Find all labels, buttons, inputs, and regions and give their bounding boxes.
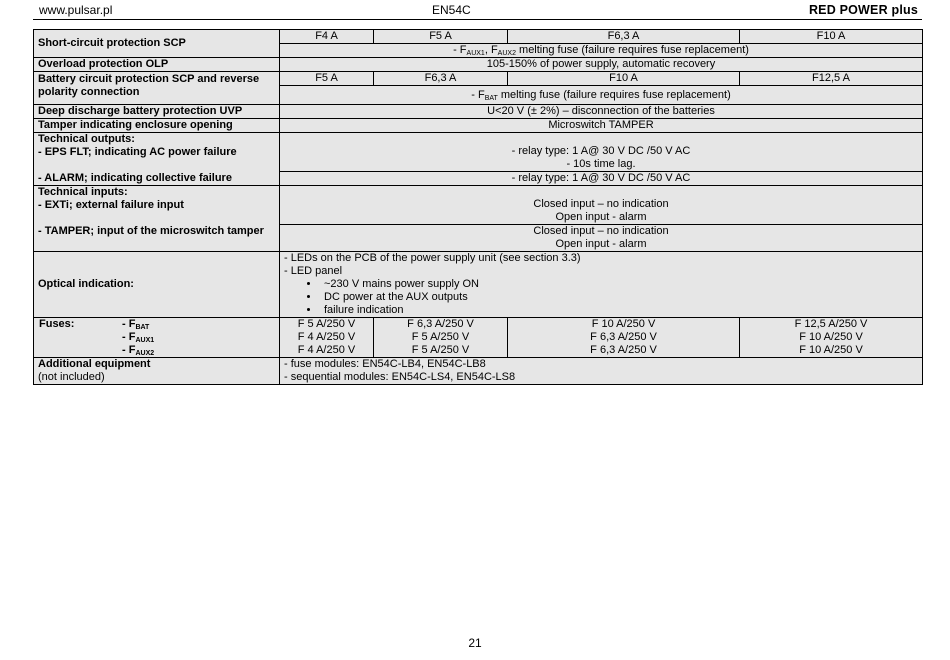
tech-inputs-tamper-label: - TAMPER; input of the microswitch tamper [38, 225, 264, 237]
fuse-aux2-label: - $F_{AUX2}$ [122, 344, 155, 357]
scp-value-4: F10 A [740, 30, 923, 44]
fuse-value: F 5 A/250 V [297, 318, 356, 330]
battery-value-2: F6,3 A [374, 72, 508, 86]
scp-note-sub1: AUX1 [466, 50, 485, 57]
additional-row [34, 358, 923, 385]
optical-bullet-item: • DC power at the AUX outputs [320, 291, 918, 304]
battery-value-3: F10 A [508, 72, 740, 86]
tamper-row [34, 119, 923, 133]
tech-outputs-title: Technical outputs: [38, 133, 135, 145]
fuse-value: F 6,3 A/250 V [407, 318, 474, 330]
exti-line2: Open input - alarm [555, 211, 647, 223]
optical-label: Optical indication: [34, 252, 280, 318]
tech-inputs-exti-label: - EXTi; external failure input [38, 199, 184, 211]
fuse-value: F 6,3 A/250 V [590, 344, 657, 356]
eps-relay-line1: - relay type: 1 A@ 30 V DC /50 V AC [511, 145, 691, 157]
optical-line2: - LED panel [284, 265, 343, 277]
fuses-row [34, 318, 923, 358]
battery-label: Battery circuit protection SCP and reverse polarity connection [34, 72, 280, 105]
header-model: EN54C [432, 3, 471, 17]
fuse-value: F 10 A/250 V [799, 331, 863, 343]
tech-outputs-label [34, 133, 280, 186]
fuse-value: F 10 A/250 V [799, 344, 863, 356]
optical-bullet-list [284, 278, 918, 317]
additional-label: Additional equipment [38, 358, 151, 370]
uvp-row [34, 105, 923, 119]
fuse-aux1-label: - $F_{AUX1}$ [122, 331, 155, 344]
uvp-value: U<20 V (± 2%) – disconnection of the batteries [280, 105, 923, 119]
header-series: RED POWER plus [808, 3, 918, 17]
optical-bullet-item: • failure indication [320, 304, 918, 317]
fuse-value: F 6,3 A/250 V [590, 331, 657, 343]
optical-row [34, 252, 923, 318]
eps-relay-line2: - 10s time lag. [566, 158, 636, 170]
fuse-value: F 5 A/250 V [411, 331, 470, 343]
tech-outputs-alarm-label: - ALARM; indicating collective failure [38, 172, 232, 184]
optical-cell [280, 252, 923, 318]
uvp-label: Deep discharge battery protection UVP [34, 105, 280, 119]
scp-value-2: F5 A [374, 30, 508, 44]
optical-line1: - LEDs on the PCB of the power supply unit (see section 3.3) [284, 252, 581, 264]
header-divider [33, 19, 922, 20]
scp-note [280, 44, 923, 58]
eps-relay-cell [280, 133, 923, 172]
optical-bullet-item: • ~230 V mains power supply ON [320, 278, 918, 291]
fuses-column-4 [740, 318, 923, 358]
tamper-input-line2: Open input - alarm [555, 238, 647, 250]
fuse-bat-label: - $F_{BAT}$ [122, 318, 150, 331]
fuses-label: Fuses: [39, 318, 75, 330]
page-number: 21 [468, 636, 482, 650]
scp-row [34, 30, 923, 44]
fuse-value: F 4 A/250 V [297, 344, 356, 356]
scp-note-mid: , F [484, 44, 498, 56]
fuse-value: F 10 A/250 V [591, 318, 656, 330]
scp-value-3: F6,3 A [508, 30, 740, 44]
battery-note [280, 86, 923, 105]
exti-input-cell [280, 186, 923, 225]
additional-line2: - sequential modules: EN54C-LS4, EN54C-LS8 [284, 371, 516, 383]
tech-outputs-eps-label: - EPS FLT; indicating AC power failure [38, 146, 237, 158]
scp-note-sub2: AUX2 [497, 50, 516, 57]
olp-label: Overload protection OLP [34, 58, 280, 72]
olp-row [34, 58, 923, 72]
battery-note-suffix: melting fuse (failure requires fuse replacement) [497, 88, 731, 101]
fuses-column-2 [374, 318, 508, 358]
scp-note-suffix: melting fuse (failure requires fuse replacement) [515, 44, 749, 56]
battery-note-prefix: - F [471, 88, 485, 101]
tamper-value: Microswitch TAMPER [280, 119, 923, 133]
battery-note-sub: BAT [484, 94, 498, 102]
scp-note-prefix: - F [453, 44, 467, 56]
tech-outputs-row [34, 133, 923, 172]
fuses-label-cell [34, 318, 280, 358]
tamper-input-line1: Closed input – no indication [533, 225, 669, 237]
fuse-value: F 5 A/250 V [411, 344, 470, 356]
tech-inputs-row [34, 186, 923, 225]
specification-table [33, 29, 923, 385]
header-website: www.pulsar.pl [39, 3, 113, 17]
additional-line1: - fuse modules: EN54C-LB4, EN54C-LB8 [284, 358, 486, 370]
battery-value-1: F5 A [280, 72, 374, 86]
fuse-value: F 12,5 A/250 V [794, 318, 868, 330]
additional-label-cell [34, 358, 280, 385]
additional-label-sub: (not included) [38, 371, 105, 383]
exti-line1: Closed input – no indication [533, 198, 669, 210]
tamper-label: Tamper indicating enclosure opening [34, 119, 280, 133]
fuse-value: F 4 A/250 V [297, 331, 356, 343]
fuses-column-3 [508, 318, 740, 358]
fuses-column-1 [280, 318, 374, 358]
battery-row [34, 72, 923, 86]
tamper-input-cell [280, 225, 923, 252]
alarm-relay-cell: - relay type: 1 A@ 30 V DC /50 V AC [280, 172, 923, 186]
scp-label: Short-circuit protection SCP [34, 30, 280, 58]
scp-value-1: F4 A [280, 30, 374, 44]
battery-value-4: F12,5 A [740, 72, 923, 86]
additional-cell [280, 358, 923, 385]
tech-inputs-label [34, 186, 280, 252]
olp-value: 105-150% of power supply, automatic recovery [280, 58, 923, 72]
tech-inputs-title: Technical inputs: [38, 186, 128, 198]
